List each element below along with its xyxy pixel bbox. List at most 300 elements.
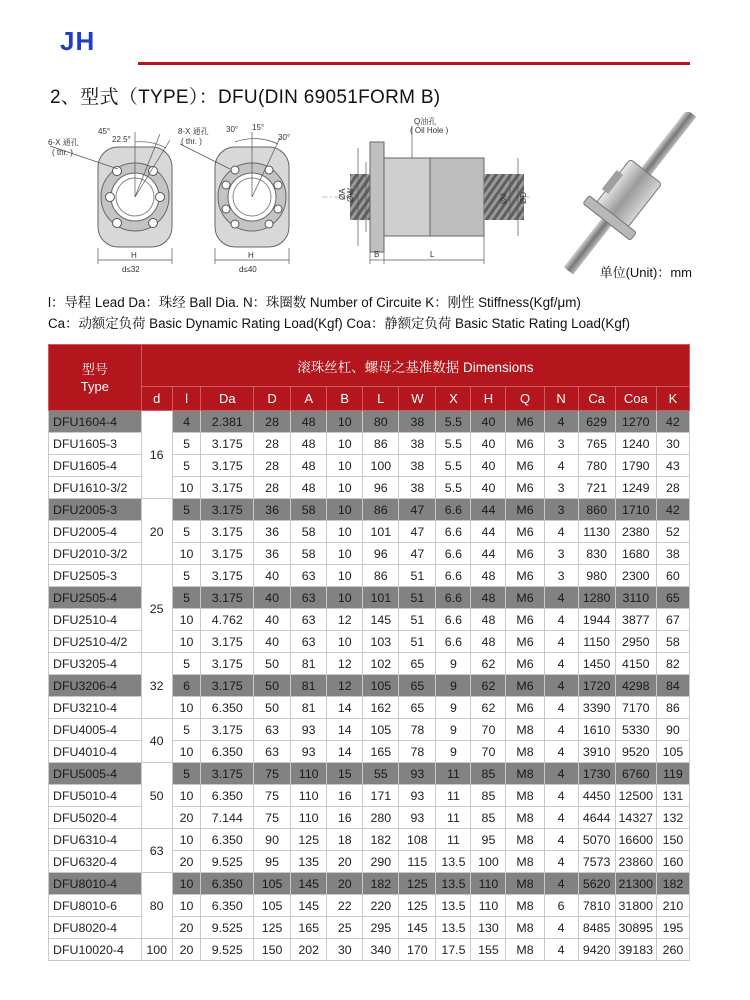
b-label: B (374, 250, 380, 259)
L-cell: 96 (363, 543, 399, 565)
D-cell: 36 (254, 521, 291, 543)
table-row (49, 763, 690, 785)
D-cell: 36 (254, 499, 291, 521)
A-cell: 58 (291, 521, 327, 543)
table-row (49, 719, 690, 741)
Coa-cell: 4298 (615, 675, 656, 697)
l-cell: 5 (172, 587, 201, 609)
column-header: B (327, 387, 363, 411)
D-cell: 40 (254, 631, 291, 653)
K-cell: 90 (656, 719, 689, 741)
Coa-cell: 1249 (615, 477, 656, 499)
Coa-cell: 1240 (615, 433, 656, 455)
l-cell: 10 (172, 741, 201, 763)
X-cell: 13.5 (436, 873, 471, 895)
W-cell: 47 (399, 543, 436, 565)
A-cell: 145 (291, 873, 327, 895)
D-cell: 150 (254, 939, 291, 961)
model-cell: DFU2510-4 (49, 609, 142, 631)
Ca-cell: 765 (578, 433, 615, 455)
K-cell: 160 (656, 851, 689, 873)
X-cell: 9 (436, 741, 471, 763)
Ca-cell: 7810 (578, 895, 615, 917)
H-cell: 85 (471, 807, 506, 829)
model-cell: DFU3210-4 (49, 697, 142, 719)
l-cell: 20 (172, 851, 201, 873)
W-cell: 38 (399, 433, 436, 455)
H-cell: 70 (471, 719, 506, 741)
Ca-cell: 1720 (578, 675, 615, 697)
N-cell: 3 (544, 543, 578, 565)
K-cell: 28 (656, 477, 689, 499)
Ca-cell: 1730 (578, 763, 615, 785)
table-row (49, 565, 690, 587)
B-cell: 25 (327, 917, 363, 939)
N-cell: 4 (544, 521, 578, 543)
hole-label: 8-X 通孔 (178, 127, 209, 136)
L-cell: 340 (363, 939, 399, 961)
W-cell: 51 (399, 565, 436, 587)
Coa-cell: 1680 (615, 543, 656, 565)
model-cell: DFU1610-3/2 (49, 477, 142, 499)
B-cell: 10 (327, 587, 363, 609)
drawings (40, 112, 700, 282)
A-cell: 145 (291, 895, 327, 917)
N-cell: 4 (544, 873, 578, 895)
Coa-cell: 21300 (615, 873, 656, 895)
Da-cell: 6.350 (201, 829, 254, 851)
A-cell: 110 (291, 785, 327, 807)
N-cell: 3 (544, 477, 578, 499)
L-cell: 96 (363, 477, 399, 499)
model-cell: DFU1604-4 (49, 411, 142, 433)
K-cell: 132 (656, 807, 689, 829)
table-row (49, 653, 690, 675)
D-cell: 125 (254, 917, 291, 939)
Coa-cell: 39183 (615, 939, 656, 961)
X-cell: 17.5 (436, 939, 471, 961)
L-cell: 162 (363, 697, 399, 719)
W-cell: 51 (399, 631, 436, 653)
model-cell: DFU2505-4 (49, 587, 142, 609)
Ca-cell: 860 (578, 499, 615, 521)
W-cell: 65 (399, 697, 436, 719)
Coa-cell: 7170 (615, 697, 656, 719)
Da-cell: 7.144 (201, 807, 254, 829)
K-cell: 30 (656, 433, 689, 455)
L-cell: 145 (363, 609, 399, 631)
B-cell: 12 (327, 653, 363, 675)
B-cell: 20 (327, 873, 363, 895)
N-cell: 4 (544, 719, 578, 741)
hole-label: 6-X 通孔 (48, 138, 79, 147)
W-cell: 78 (399, 719, 436, 741)
hole-sub-label: ( thr. ) (181, 137, 202, 146)
Ca-cell: 5620 (578, 873, 615, 895)
D-cell: 105 (254, 873, 291, 895)
N-cell: 4 (544, 763, 578, 785)
A-cell: 202 (291, 939, 327, 961)
N-cell: 3 (544, 565, 578, 587)
Da-cell: 3.175 (201, 499, 254, 521)
X-cell: 6.6 (436, 565, 471, 587)
Q-cell: M6 (506, 455, 544, 477)
angle-label: 45° (98, 127, 111, 136)
B-cell: 10 (327, 631, 363, 653)
Q-cell: M8 (506, 873, 544, 895)
model-cell: DFU10020-4 (49, 939, 142, 961)
D-cell: 95 (254, 851, 291, 873)
Q-cell: M8 (506, 851, 544, 873)
model-cell: DFU3205-4 (49, 653, 142, 675)
N-cell: 4 (544, 631, 578, 653)
Q-cell: M6 (506, 499, 544, 521)
H-cell: 44 (471, 521, 506, 543)
table-row (49, 939, 690, 961)
N-cell: 4 (544, 609, 578, 631)
d-cell: 50 (141, 763, 172, 829)
Q-cell: M6 (506, 477, 544, 499)
Da-cell: 4.762 (201, 609, 254, 631)
l-cell: 5 (172, 763, 201, 785)
D-cell: 50 (254, 675, 291, 697)
K-cell: 195 (656, 917, 689, 939)
Q-cell: M6 (506, 675, 544, 697)
W-cell: 47 (399, 521, 436, 543)
A-cell: 63 (291, 565, 327, 587)
X-cell: 6.6 (436, 609, 471, 631)
dd-label: ØD (519, 192, 528, 204)
table-row (49, 873, 690, 895)
X-cell: 9 (436, 653, 471, 675)
column-header: Coa (615, 387, 656, 411)
d-label: Ød (499, 193, 508, 204)
A-cell: 110 (291, 763, 327, 785)
H-cell: 48 (471, 631, 506, 653)
flange-drawing-8-hole (178, 123, 290, 274)
X-cell: 9 (436, 697, 471, 719)
Coa-cell: 9520 (615, 741, 656, 763)
D-cell: 28 (254, 455, 291, 477)
B-cell: 15 (327, 763, 363, 785)
model-cell: DFU8020-4 (49, 917, 142, 939)
L-cell: 105 (363, 719, 399, 741)
K-cell: 52 (656, 521, 689, 543)
X-cell: 11 (436, 763, 471, 785)
X-cell: 5.5 (436, 411, 471, 433)
N-cell: 4 (544, 587, 578, 609)
Da-cell: 6.350 (201, 873, 254, 895)
Ca-cell: 1280 (578, 587, 615, 609)
Da-cell: 9.525 (201, 917, 254, 939)
N-cell: 6 (544, 895, 578, 917)
L-cell: 220 (363, 895, 399, 917)
table-row (49, 411, 690, 433)
model-cell: DFU8010-4 (49, 873, 142, 895)
N-cell: 4 (544, 829, 578, 851)
Q-cell: M8 (506, 785, 544, 807)
Coa-cell: 4150 (615, 653, 656, 675)
Q-cell: M8 (506, 917, 544, 939)
A-cell: 58 (291, 543, 327, 565)
B-cell: 10 (327, 477, 363, 499)
X-cell: 5.5 (436, 477, 471, 499)
w-label: ØW (346, 188, 355, 202)
D-cell: 90 (254, 829, 291, 851)
W-cell: 51 (399, 587, 436, 609)
N-cell: 4 (544, 675, 578, 697)
header-divider (138, 62, 690, 65)
model-cell: DFU1605-4 (49, 455, 142, 477)
B-cell: 12 (327, 609, 363, 631)
X-cell: 6.6 (436, 631, 471, 653)
Da-cell: 6.350 (201, 785, 254, 807)
Ca-cell: 3910 (578, 741, 615, 763)
N-cell: 4 (544, 455, 578, 477)
l-cell: 10 (172, 785, 201, 807)
Da-cell: 3.175 (201, 565, 254, 587)
model-cell: DFU2005-3 (49, 499, 142, 521)
A-cell: 48 (291, 411, 327, 433)
D-cell: 50 (254, 653, 291, 675)
B-cell: 10 (327, 521, 363, 543)
K-cell: 82 (656, 653, 689, 675)
model-cell: DFU5020-4 (49, 807, 142, 829)
B-cell: 10 (327, 565, 363, 587)
A-cell: 81 (291, 697, 327, 719)
N-cell: 4 (544, 917, 578, 939)
B-cell: 10 (327, 455, 363, 477)
Q-cell: M6 (506, 697, 544, 719)
model-cell: DFU1605-3 (49, 433, 142, 455)
N-cell: 4 (544, 939, 578, 961)
l-cell: 5 (172, 653, 201, 675)
table-row (49, 499, 690, 521)
l-cell: 5 (172, 521, 201, 543)
H-cell: 40 (471, 477, 506, 499)
Coa-cell: 16600 (615, 829, 656, 851)
l-cell: 10 (172, 477, 201, 499)
W-cell: 115 (399, 851, 436, 873)
H-cell: 100 (471, 851, 506, 873)
d-cell: 32 (141, 653, 172, 719)
column-header: D (254, 387, 291, 411)
A-cell: 58 (291, 499, 327, 521)
B-cell: 14 (327, 697, 363, 719)
Da-cell: 3.175 (201, 719, 254, 741)
A-cell: 63 (291, 587, 327, 609)
B-cell: 16 (327, 785, 363, 807)
Da-cell: 3.175 (201, 675, 254, 697)
W-cell: 38 (399, 455, 436, 477)
D-cell: 28 (254, 411, 291, 433)
l-cell: 5 (172, 719, 201, 741)
K-cell: 210 (656, 895, 689, 917)
type-title: 2、型式（TYPE）：DFU(DIN 69051FORM B) (50, 87, 441, 108)
H-cell: 40 (471, 433, 506, 455)
Q-cell: M6 (506, 521, 544, 543)
Coa-cell: 1710 (615, 499, 656, 521)
Da-cell: 9.525 (201, 851, 254, 873)
W-cell: 78 (399, 741, 436, 763)
Da-cell: 3.175 (201, 433, 254, 455)
Ca-cell: 830 (578, 543, 615, 565)
D-cell: 28 (254, 477, 291, 499)
X-cell: 5.5 (436, 433, 471, 455)
H-cell: 40 (471, 411, 506, 433)
Coa-cell: 2380 (615, 521, 656, 543)
L-cell: 182 (363, 829, 399, 851)
model-cell: DFU4010-4 (49, 741, 142, 763)
Da-cell: 6.350 (201, 895, 254, 917)
L-cell: 86 (363, 499, 399, 521)
H-cell: 110 (471, 895, 506, 917)
K-cell: 84 (656, 675, 689, 697)
H-cell: 62 (471, 697, 506, 719)
unit-label: 单位(Unit)：mm (599, 265, 692, 280)
W-cell: 65 (399, 653, 436, 675)
A-cell: 110 (291, 807, 327, 829)
L-cell: 165 (363, 741, 399, 763)
A-cell: 48 (291, 455, 327, 477)
W-cell: 51 (399, 609, 436, 631)
H-cell: 62 (471, 675, 506, 697)
d-cell: 40 (141, 719, 172, 763)
Coa-cell: 2300 (615, 565, 656, 587)
X-cell: 5.5 (436, 455, 471, 477)
l-cell: 10 (172, 697, 201, 719)
B-cell: 14 (327, 719, 363, 741)
A-cell: 93 (291, 741, 327, 763)
D-cell: 50 (254, 697, 291, 719)
D-cell: 36 (254, 543, 291, 565)
model-cell: DFU4005-4 (49, 719, 142, 741)
legend-line: l：导程 Lead Da：珠经 Ball Dia. N：珠圈数 Number of Circuite K：刚性 Stiffness(Kgf/μm) (48, 295, 581, 310)
spec-table (48, 344, 690, 961)
column-header: K (656, 387, 689, 411)
K-cell: 86 (656, 697, 689, 719)
D-cell: 40 (254, 565, 291, 587)
W-cell: 108 (399, 829, 436, 851)
K-cell: 150 (656, 829, 689, 851)
model-cell: DFU2510-4/2 (49, 631, 142, 653)
B-cell: 14 (327, 741, 363, 763)
column-header: Q (506, 387, 544, 411)
L-cell: 103 (363, 631, 399, 653)
W-cell: 125 (399, 873, 436, 895)
Ca-cell: 5070 (578, 829, 615, 851)
H-cell: 85 (471, 785, 506, 807)
D-cell: 40 (254, 587, 291, 609)
H-cell: 44 (471, 543, 506, 565)
K-cell: 42 (656, 499, 689, 521)
l-cell: 10 (172, 873, 201, 895)
L-cell: 295 (363, 917, 399, 939)
W-cell: 125 (399, 895, 436, 917)
H-cell: 40 (471, 455, 506, 477)
dimensions-header: 滚珠丝杠、螺母之基准数据 Dimensions (141, 345, 689, 387)
l-cell: 5 (172, 565, 201, 587)
Q-cell: M6 (506, 653, 544, 675)
Ca-cell: 9420 (578, 939, 615, 961)
d-cell: 25 (141, 565, 172, 653)
K-cell: 182 (656, 873, 689, 895)
Q-cell: M8 (506, 939, 544, 961)
type-column-header (49, 345, 142, 411)
l-cell: 20 (172, 939, 201, 961)
d-label: d≤40 (239, 265, 257, 274)
d-cell: 100 (141, 939, 172, 961)
H-cell: 130 (471, 917, 506, 939)
Coa-cell: 5330 (615, 719, 656, 741)
Q-cell: M6 (506, 631, 544, 653)
model-cell: DFU5010-4 (49, 785, 142, 807)
W-cell: 93 (399, 785, 436, 807)
B-cell: 10 (327, 499, 363, 521)
a-label: ØA (338, 188, 347, 200)
legend-line: Ca：动额定负荷 Basic Dynamic Rating Load(Kgf) Coa：静额定负荷 Basic Static Rating Load(Kgf) (48, 316, 630, 331)
d-cell: 80 (141, 873, 172, 939)
N-cell: 4 (544, 697, 578, 719)
Q-cell: M6 (506, 411, 544, 433)
Coa-cell: 1790 (615, 455, 656, 477)
column-header: X (436, 387, 471, 411)
K-cell: 58 (656, 631, 689, 653)
B-cell: 20 (327, 851, 363, 873)
L-cell: 102 (363, 653, 399, 675)
nut-side-drawing (322, 116, 530, 264)
H-cell: 95 (471, 829, 506, 851)
Coa-cell: 6760 (615, 763, 656, 785)
H-cell: 155 (471, 939, 506, 961)
K-cell: 119 (656, 763, 689, 785)
Ca-cell: 780 (578, 455, 615, 477)
Da-cell: 3.175 (201, 631, 254, 653)
H-cell: 48 (471, 587, 506, 609)
column-header: L (363, 387, 399, 411)
X-cell: 11 (436, 829, 471, 851)
D-cell: 105 (254, 895, 291, 917)
H-cell: 110 (471, 873, 506, 895)
type-header-en: Type (80, 378, 109, 394)
H-cell: 62 (471, 653, 506, 675)
H-cell: 48 (471, 609, 506, 631)
D-cell: 75 (254, 763, 291, 785)
H-cell: 85 (471, 763, 506, 785)
angle-label: 22.5° (112, 135, 131, 144)
Q-cell: M8 (506, 763, 544, 785)
X-cell: 6.6 (436, 521, 471, 543)
D-cell: 63 (254, 719, 291, 741)
hole-sub-label: ( thr. ) (52, 148, 73, 157)
X-cell: 11 (436, 785, 471, 807)
Ca-cell: 8485 (578, 917, 615, 939)
X-cell: 6.6 (436, 587, 471, 609)
Ca-cell: 4450 (578, 785, 615, 807)
L-cell: 100 (363, 455, 399, 477)
Coa-cell: 31800 (615, 895, 656, 917)
B-cell: 22 (327, 895, 363, 917)
L-cell: 182 (363, 873, 399, 895)
L-cell: 86 (363, 433, 399, 455)
d-cell: 20 (141, 499, 172, 565)
Q-cell: M8 (506, 895, 544, 917)
K-cell: 60 (656, 565, 689, 587)
A-cell: 63 (291, 631, 327, 653)
Da-cell: 3.175 (201, 543, 254, 565)
column-header: N (544, 387, 578, 411)
Coa-cell: 23860 (615, 851, 656, 873)
